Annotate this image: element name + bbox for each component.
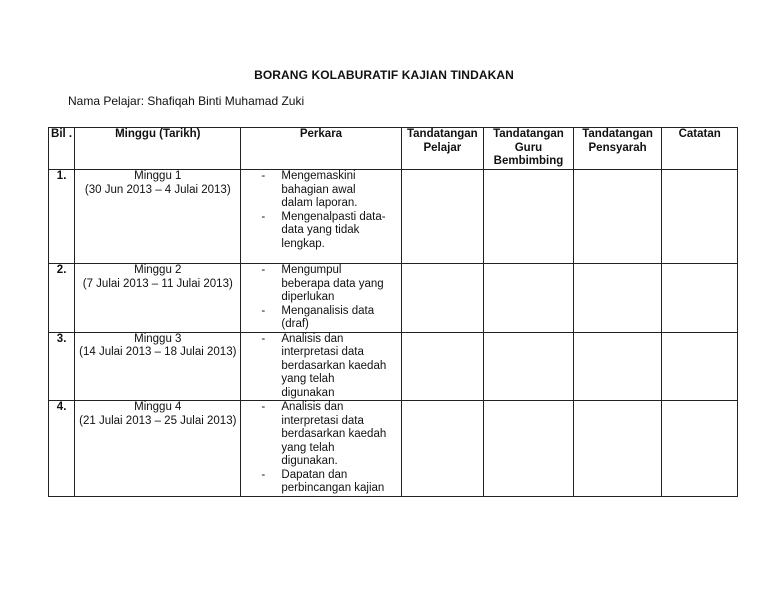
header-catatan: Catatan: [662, 128, 738, 170]
signature-guru-cell: [484, 401, 574, 497]
signature-guru-cell: [484, 170, 574, 264]
table-row: [49, 332, 738, 401]
row-number: 3.: [49, 332, 75, 401]
list-item: - Menganalisis data (draf): [261, 305, 388, 332]
catatan-cell: [662, 332, 738, 401]
signature-guru-cell: [484, 332, 574, 401]
list-item: - Mengenalpasti data-data yang tidak lengkap.: [261, 211, 388, 252]
list-item: - Mengumpul beberapa data yang diperlukan: [261, 264, 388, 305]
week-cell: [75, 401, 241, 497]
catatan-cell: [662, 264, 738, 333]
row-number: 4.: [49, 401, 75, 497]
signature-pensyarah-cell: [573, 332, 662, 401]
week-label: Minggu 3: [134, 332, 182, 345]
header-tandatangan-pelajar: Tandatangan Pelajar: [401, 128, 484, 170]
signature-pensyarah-cell: [573, 401, 662, 497]
perkara-cell: [241, 170, 401, 264]
list-item: - Mengemaskini bahagian awal dalam laporan.: [261, 170, 388, 211]
perkara-cell: [241, 401, 401, 497]
list-item: - Dapatan dan perbincangan kajian: [261, 469, 388, 496]
list-item: - Analisis dan interpretasi data berdasarkan kaedah yang telah digunakan: [261, 333, 388, 401]
table-row: [49, 170, 738, 264]
signature-pensyarah-cell: [573, 264, 662, 333]
row-number: 1.: [49, 170, 75, 264]
week-label: Minggu 2: [134, 264, 182, 276]
header-perkara: Perkara: [241, 128, 401, 170]
signature-pensyarah-cell: [573, 170, 662, 264]
week-dates: (7 Julai 2013 – 11 Julai 2013): [82, 277, 233, 290]
table-header-row: [49, 128, 738, 170]
header-bil: Bil .: [49, 128, 75, 170]
perkara-cell: [241, 332, 401, 401]
week-cell: [75, 332, 241, 401]
signature-pelajar-cell: [401, 401, 484, 497]
week-label: Minggu 4: [134, 401, 182, 413]
catatan-cell: [662, 401, 738, 497]
header-tandatangan-guru: Tandatangan Guru Bembimbing: [484, 128, 574, 170]
week-dates: (30 Jun 2013 – 4 Julai 2013): [84, 183, 231, 196]
table-row: [49, 401, 738, 497]
catatan-cell: [662, 170, 738, 264]
page-title: BORANG KOLABURATIF KAJIAN TINDAKAN: [254, 68, 514, 82]
student-name: Nama Pelajar: Shafiqah Binti Muhamad Zuki: [68, 94, 305, 108]
signature-guru-cell: [484, 264, 574, 333]
header-minggu: Minggu (Tarikh): [75, 128, 241, 170]
table-row: [49, 264, 738, 333]
signature-pelajar-cell: [401, 170, 484, 264]
week-label: Minggu 1: [134, 170, 182, 182]
list-item: - Analisis dan interpretasi data berdasarkan kaedah yang telah digunakan.: [261, 401, 388, 469]
signature-pelajar-cell: [401, 264, 484, 333]
week-dates: (14 Julai 2013 – 18 Julai 2013): [79, 346, 237, 358]
week-cell: [75, 264, 241, 333]
header-tandatangan-pensyarah: Tandatangan Pensyarah: [573, 128, 662, 170]
collaboration-form-table: [48, 127, 738, 497]
week-dates: (21 Julai 2013 – 25 Julai 2013): [79, 414, 237, 427]
signature-pelajar-cell: [401, 332, 484, 401]
row-number: 2.: [49, 264, 75, 333]
perkara-cell: [241, 264, 401, 333]
week-cell: [75, 170, 241, 264]
